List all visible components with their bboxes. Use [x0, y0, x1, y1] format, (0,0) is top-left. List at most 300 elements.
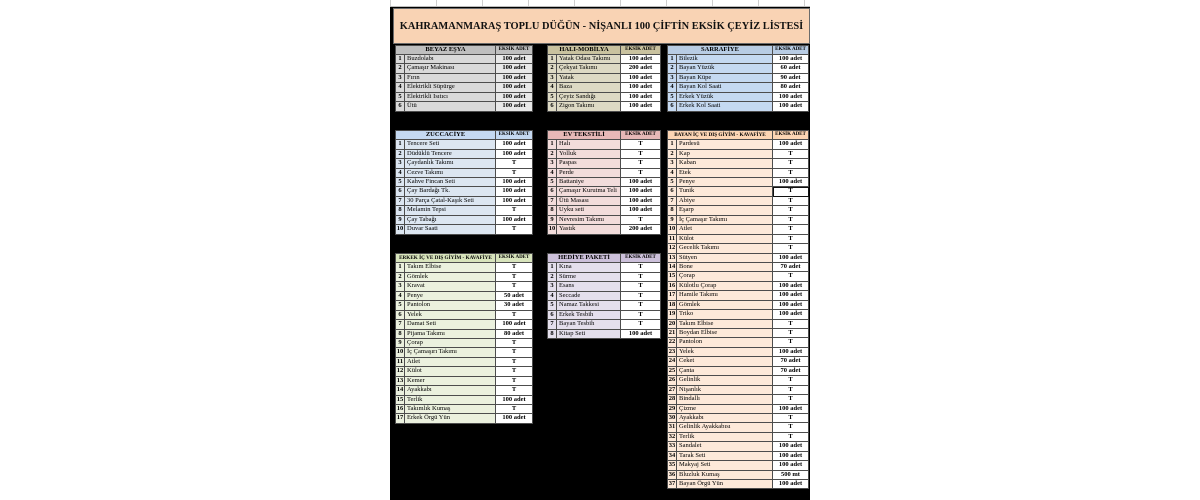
- missing-quantity-header-cell[interactable]: EKSİK ADET: [621, 131, 661, 140]
- missing-quantity-cell[interactable]: 100 adet: [496, 83, 533, 92]
- item-name-cell[interactable]: Fırın: [405, 74, 496, 83]
- item-name-cell[interactable]: Hamile Takımı: [677, 291, 773, 300]
- row-number-cell[interactable]: 2: [548, 273, 557, 282]
- item-name-cell[interactable]: Yatak: [557, 74, 621, 83]
- row-number-cell[interactable]: 9: [668, 216, 677, 225]
- sheet-title-cell[interactable]: [393, 8, 810, 44]
- item-name-cell[interactable]: Bluzluk Kumaş: [677, 471, 773, 480]
- missing-quantity-cell[interactable]: T: [773, 386, 809, 395]
- row-number-cell[interactable]: 6: [668, 102, 677, 111]
- item-name-cell[interactable]: Etek: [677, 169, 773, 178]
- item-name-cell[interactable]: Terlik: [405, 396, 496, 405]
- row-number-cell[interactable]: 25: [668, 367, 677, 376]
- item-name-cell[interactable]: Kahve Fincan Seti: [405, 178, 496, 187]
- item-name-cell[interactable]: Çanta: [677, 367, 773, 376]
- item-name-cell[interactable]: Terlik: [677, 433, 773, 442]
- item-name-cell[interactable]: Esans: [557, 282, 621, 291]
- missing-quantity-cell[interactable]: T: [773, 433, 809, 442]
- missing-quantity-cell[interactable]: T: [496, 405, 533, 414]
- item-name-cell[interactable]: Tarak Seti: [677, 452, 773, 461]
- missing-quantity-cell[interactable]: 100 adet: [621, 330, 661, 339]
- row-number-cell[interactable]: 1: [396, 140, 405, 149]
- missing-quantity-cell[interactable]: T: [773, 216, 809, 225]
- missing-quantity-cell[interactable]: 100 adet: [773, 348, 809, 357]
- item-name-cell[interactable]: Pardesü: [677, 140, 773, 149]
- item-name-cell[interactable]: Yatak Odası Takımı: [557, 55, 621, 64]
- item-name-cell[interactable]: Nişanlık: [677, 386, 773, 395]
- row-number-cell[interactable]: 1: [396, 263, 405, 272]
- missing-quantity-cell[interactable]: T: [496, 348, 533, 357]
- missing-quantity-cell[interactable]: T: [773, 235, 809, 244]
- item-name-cell[interactable]: Elektrikli Süpürge: [405, 83, 496, 92]
- missing-quantity-cell[interactable]: 100 adet: [496, 320, 533, 329]
- missing-quantity-cell[interactable]: 70 adet: [773, 367, 809, 376]
- item-name-cell[interactable]: Kına: [557, 263, 621, 272]
- item-name-cell[interactable]: Takım Elbise: [677, 320, 773, 329]
- item-name-cell[interactable]: Tunik: [677, 187, 773, 196]
- missing-quantity-cell[interactable]: T: [496, 339, 533, 348]
- row-number-cell[interactable]: 24: [668, 357, 677, 366]
- item-name-cell[interactable]: Kap: [677, 150, 773, 159]
- missing-quantity-cell[interactable]: 200 adet: [621, 225, 661, 234]
- missing-quantity-cell[interactable]: T: [773, 187, 809, 196]
- item-name-cell[interactable]: Baza: [557, 83, 621, 92]
- item-name-cell[interactable]: Çamaşır Makinası: [405, 64, 496, 73]
- row-number-cell[interactable]: 30: [668, 414, 677, 423]
- row-number-cell[interactable]: 3: [548, 74, 557, 83]
- missing-quantity-cell[interactable]: 100 adet: [773, 291, 809, 300]
- item-name-cell[interactable]: Çekyat Takımı: [557, 64, 621, 73]
- missing-quantity-header-cell[interactable]: EKSİK ADET: [773, 131, 809, 140]
- missing-quantity-cell[interactable]: 100 adet: [773, 178, 809, 187]
- item-name-cell[interactable]: Ütü: [405, 102, 496, 111]
- item-name-cell[interactable]: Abiye: [677, 197, 773, 206]
- missing-quantity-header-cell[interactable]: EKSİK ADET: [621, 254, 661, 263]
- missing-quantity-cell[interactable]: T: [496, 273, 533, 282]
- missing-quantity-cell[interactable]: T: [496, 311, 533, 320]
- item-name-cell[interactable]: Çorap: [677, 272, 773, 281]
- row-number-cell[interactable]: 27: [668, 386, 677, 395]
- missing-quantity-cell[interactable]: 100 adet: [773, 55, 809, 64]
- item-name-cell[interactable]: Pantolon: [405, 301, 496, 310]
- item-name-cell[interactable]: Külot: [677, 235, 773, 244]
- missing-quantity-cell[interactable]: 100 adet: [773, 405, 809, 414]
- item-name-cell[interactable]: Tencere Seti: [405, 140, 496, 149]
- item-name-cell[interactable]: Atlet: [405, 358, 496, 367]
- missing-quantity-cell[interactable]: T: [621, 301, 661, 310]
- missing-quantity-cell[interactable]: T: [773, 376, 809, 385]
- row-number-cell[interactable]: 31: [668, 423, 677, 432]
- item-name-cell[interactable]: Bayan Kol Saati: [677, 83, 773, 92]
- missing-quantity-header-cell[interactable]: EKSİK ADET: [621, 46, 661, 55]
- row-number-cell[interactable]: 3: [396, 74, 405, 83]
- missing-quantity-header-cell[interactable]: EKSİK ADET: [496, 131, 533, 140]
- row-number-cell[interactable]: 6: [548, 187, 557, 196]
- row-number-cell[interactable]: 10: [668, 225, 677, 234]
- row-number-cell[interactable]: 2: [548, 150, 557, 159]
- missing-quantity-cell[interactable]: T: [621, 140, 661, 149]
- row-number-cell[interactable]: 12: [396, 367, 405, 376]
- item-name-cell[interactable]: Çizme: [677, 405, 773, 414]
- missing-quantity-cell[interactable]: T: [496, 225, 533, 234]
- row-number-cell[interactable]: 6: [548, 311, 557, 320]
- item-name-cell[interactable]: Ayakkabı: [405, 386, 496, 395]
- item-name-cell[interactable]: Kemer: [405, 377, 496, 386]
- row-number-cell[interactable]: 37: [668, 480, 677, 489]
- missing-quantity-cell[interactable]: T: [496, 159, 533, 168]
- row-number-cell[interactable]: 8: [668, 206, 677, 215]
- row-number-cell[interactable]: 22: [668, 338, 677, 347]
- table-title-cell[interactable]: EV TEKSTİLİ: [548, 131, 621, 140]
- row-number-cell[interactable]: 5: [396, 301, 405, 310]
- item-name-cell[interactable]: Pijama Takımı: [405, 330, 496, 339]
- missing-quantity-cell[interactable]: T: [621, 292, 661, 301]
- missing-quantity-header-cell[interactable]: EKSİK ADET: [773, 46, 809, 55]
- missing-quantity-cell[interactable]: T: [621, 150, 661, 159]
- item-name-cell[interactable]: Melamin Tepsi: [405, 206, 496, 215]
- item-name-cell[interactable]: Uyku seti: [557, 206, 621, 215]
- row-number-cell[interactable]: 14: [668, 263, 677, 272]
- item-name-cell[interactable]: Duvar Saati: [405, 225, 496, 234]
- item-name-cell[interactable]: 30 Parça Çatal-Kaşık Seti: [405, 197, 496, 206]
- item-name-cell[interactable]: Sandalet: [677, 442, 773, 451]
- row-number-cell[interactable]: 1: [668, 55, 677, 64]
- item-name-cell[interactable]: Namaz Takkesi: [557, 301, 621, 310]
- missing-quantity-cell[interactable]: 100 adet: [621, 197, 661, 206]
- missing-quantity-header-cell[interactable]: EKSİK ADET: [496, 46, 533, 55]
- item-name-cell[interactable]: Yelek: [405, 311, 496, 320]
- item-name-cell[interactable]: Bayan Yüzük: [677, 64, 773, 73]
- row-number-cell[interactable]: 2: [668, 64, 677, 73]
- row-number-cell[interactable]: 19: [668, 310, 677, 319]
- row-number-cell[interactable]: 3: [668, 159, 677, 168]
- item-name-cell[interactable]: Ceket: [677, 357, 773, 366]
- row-number-cell[interactable]: 28: [668, 395, 677, 404]
- row-number-cell[interactable]: 6: [548, 102, 557, 111]
- item-name-cell[interactable]: Çay Tabağı: [405, 216, 496, 225]
- row-number-cell[interactable]: 4: [668, 83, 677, 92]
- missing-quantity-cell[interactable]: 100 adet: [496, 74, 533, 83]
- missing-quantity-cell[interactable]: 100 adet: [773, 442, 809, 451]
- item-name-cell[interactable]: Seccade: [557, 292, 621, 301]
- missing-quantity-cell[interactable]: 200 adet: [621, 64, 661, 73]
- missing-quantity-cell[interactable]: 100 adet: [773, 282, 809, 291]
- item-name-cell[interactable]: Atlet: [677, 225, 773, 234]
- missing-quantity-cell[interactable]: T: [496, 358, 533, 367]
- missing-quantity-cell[interactable]: T: [621, 159, 661, 168]
- missing-quantity-cell[interactable]: 100 adet: [496, 93, 533, 102]
- row-number-cell[interactable]: 5: [548, 93, 557, 102]
- missing-quantity-cell[interactable]: T: [773, 206, 809, 215]
- row-number-cell[interactable]: 32: [668, 433, 677, 442]
- row-number-cell[interactable]: 10: [548, 225, 557, 234]
- missing-quantity-cell[interactable]: T: [773, 244, 809, 253]
- missing-quantity-cell[interactable]: 100 adet: [773, 480, 809, 489]
- missing-quantity-cell[interactable]: T: [773, 414, 809, 423]
- row-number-cell[interactable]: 4: [548, 169, 557, 178]
- row-number-cell[interactable]: 36: [668, 471, 677, 480]
- item-name-cell[interactable]: Perde: [557, 169, 621, 178]
- missing-quantity-cell[interactable]: T: [621, 311, 661, 320]
- missing-quantity-cell[interactable]: 100 adet: [621, 55, 661, 64]
- missing-quantity-cell[interactable]: T: [773, 197, 809, 206]
- missing-quantity-cell[interactable]: T: [773, 320, 809, 329]
- item-name-cell[interactable]: Takım Elbise: [405, 263, 496, 272]
- missing-quantity-cell[interactable]: 100 adet: [621, 74, 661, 83]
- missing-quantity-cell[interactable]: 70 adet: [773, 263, 809, 272]
- row-number-cell[interactable]: 33: [668, 442, 677, 451]
- row-number-cell[interactable]: 21: [668, 329, 677, 338]
- missing-quantity-cell[interactable]: T: [621, 282, 661, 291]
- row-number-cell[interactable]: 13: [668, 254, 677, 263]
- missing-quantity-cell[interactable]: T: [773, 272, 809, 281]
- row-number-cell[interactable]: 4: [396, 292, 405, 301]
- item-name-cell[interactable]: Damat Seti: [405, 320, 496, 329]
- row-number-cell[interactable]: 5: [396, 93, 405, 102]
- row-number-cell[interactable]: 13: [396, 377, 405, 386]
- item-name-cell[interactable]: Düdüklü Tencere: [405, 150, 496, 159]
- row-number-cell[interactable]: 3: [396, 282, 405, 291]
- missing-quantity-cell[interactable]: 100 adet: [496, 197, 533, 206]
- missing-quantity-cell[interactable]: T: [621, 320, 661, 329]
- table-title-cell[interactable]: SARRAFİYE: [668, 46, 773, 55]
- missing-quantity-cell[interactable]: 100 adet: [773, 93, 809, 102]
- row-number-cell[interactable]: 15: [668, 272, 677, 281]
- missing-quantity-cell[interactable]: 50 adet: [496, 292, 533, 301]
- item-name-cell[interactable]: Elektrikli Isıtıcı: [405, 93, 496, 102]
- row-number-cell[interactable]: 1: [668, 140, 677, 149]
- row-number-cell[interactable]: 8: [548, 206, 557, 215]
- item-name-cell[interactable]: Külot: [405, 367, 496, 376]
- missing-quantity-cell[interactable]: 100 adet: [773, 452, 809, 461]
- item-name-cell[interactable]: Penye: [405, 292, 496, 301]
- row-number-cell[interactable]: 9: [548, 216, 557, 225]
- item-name-cell[interactable]: Gömlek: [405, 273, 496, 282]
- item-name-cell[interactable]: Takımlık Kumaş: [405, 405, 496, 414]
- missing-quantity-cell[interactable]: 100 adet: [773, 102, 809, 111]
- row-number-cell[interactable]: 7: [396, 197, 405, 206]
- item-name-cell[interactable]: Bindallı: [677, 395, 773, 404]
- missing-quantity-cell[interactable]: 500 mt: [773, 471, 809, 480]
- row-number-cell[interactable]: 6: [396, 187, 405, 196]
- item-name-cell[interactable]: Bone: [677, 263, 773, 272]
- missing-quantity-cell[interactable]: 100 adet: [496, 178, 533, 187]
- item-name-cell[interactable]: Kravat: [405, 282, 496, 291]
- row-number-cell[interactable]: 11: [396, 358, 405, 367]
- row-number-cell[interactable]: 23: [668, 348, 677, 357]
- item-name-cell[interactable]: Zigon Takımı: [557, 102, 621, 111]
- row-number-cell[interactable]: 3: [548, 282, 557, 291]
- missing-quantity-cell[interactable]: 80 adet: [496, 330, 533, 339]
- missing-quantity-cell[interactable]: 100 adet: [621, 206, 661, 215]
- missing-quantity-cell[interactable]: T: [496, 263, 533, 272]
- row-number-cell[interactable]: 11: [668, 235, 677, 244]
- missing-quantity-cell[interactable]: T: [773, 395, 809, 404]
- item-name-cell[interactable]: Yolluk: [557, 150, 621, 159]
- row-number-cell[interactable]: 26: [668, 376, 677, 385]
- item-name-cell[interactable]: Gecelik Takımı: [677, 244, 773, 253]
- row-number-cell[interactable]: 1: [548, 55, 557, 64]
- row-number-cell[interactable]: 12: [668, 244, 677, 253]
- item-name-cell[interactable]: Külotlu Çorap: [677, 282, 773, 291]
- row-number-cell[interactable]: 5: [548, 301, 557, 310]
- row-number-cell[interactable]: 15: [396, 396, 405, 405]
- missing-quantity-cell[interactable]: T: [773, 225, 809, 234]
- row-number-cell[interactable]: 17: [396, 414, 405, 423]
- item-name-cell[interactable]: Bayan Örgü Yün: [677, 480, 773, 489]
- table-title-cell[interactable]: HEDİYE PAKETİ: [548, 254, 621, 263]
- missing-quantity-cell[interactable]: 100 adet: [773, 140, 809, 149]
- missing-quantity-cell[interactable]: 100 adet: [621, 83, 661, 92]
- item-name-cell[interactable]: Erkek Örgü Yün: [405, 414, 496, 423]
- missing-quantity-cell[interactable]: T: [496, 206, 533, 215]
- row-number-cell[interactable]: 6: [396, 102, 405, 111]
- item-name-cell[interactable]: Boydan Elbise: [677, 329, 773, 338]
- missing-quantity-cell[interactable]: T: [621, 263, 661, 272]
- row-number-cell[interactable]: 17: [668, 291, 677, 300]
- row-number-cell[interactable]: 4: [548, 292, 557, 301]
- missing-quantity-cell[interactable]: 100 adet: [621, 187, 661, 196]
- row-number-cell[interactable]: 7: [396, 320, 405, 329]
- row-number-cell[interactable]: 18: [668, 301, 677, 310]
- item-name-cell[interactable]: Cezve Takımı: [405, 169, 496, 178]
- row-number-cell[interactable]: 8: [548, 330, 557, 339]
- table-title-cell[interactable]: ERKEK İÇ VE DIŞ GİYİM - KAVAFİYE: [396, 254, 496, 263]
- row-number-cell[interactable]: 4: [548, 83, 557, 92]
- item-name-cell[interactable]: Gelinlik: [677, 376, 773, 385]
- item-name-cell[interactable]: Çamaşır Kurutma Teli: [557, 187, 621, 196]
- missing-quantity-cell[interactable]: T: [773, 423, 809, 432]
- row-number-cell[interactable]: 1: [548, 140, 557, 149]
- missing-quantity-cell[interactable]: 100 adet: [496, 187, 533, 196]
- missing-quantity-cell[interactable]: T: [496, 377, 533, 386]
- row-number-cell[interactable]: 2: [668, 150, 677, 159]
- missing-quantity-cell[interactable]: T: [496, 282, 533, 291]
- row-number-cell[interactable]: 2: [396, 64, 405, 73]
- row-number-cell[interactable]: 3: [668, 74, 677, 83]
- missing-quantity-cell[interactable]: T: [621, 273, 661, 282]
- item-name-cell[interactable]: İç Çamaşır Takımı: [677, 216, 773, 225]
- missing-quantity-cell[interactable]: 100 adet: [773, 310, 809, 319]
- item-name-cell[interactable]: Gömlek: [677, 301, 773, 310]
- missing-quantity-cell[interactable]: T: [496, 367, 533, 376]
- missing-quantity-cell[interactable]: T: [773, 150, 809, 159]
- row-number-cell[interactable]: 29: [668, 405, 677, 414]
- row-number-cell[interactable]: 4: [396, 83, 405, 92]
- row-number-cell[interactable]: 16: [668, 282, 677, 291]
- row-number-cell[interactable]: 7: [548, 320, 557, 329]
- missing-quantity-cell[interactable]: 90 adet: [773, 74, 809, 83]
- missing-quantity-cell[interactable]: 100 adet: [496, 102, 533, 111]
- row-number-cell[interactable]: 2: [548, 64, 557, 73]
- missing-quantity-cell[interactable]: 70 adet: [773, 357, 809, 366]
- missing-quantity-cell[interactable]: 100 adet: [496, 216, 533, 225]
- item-name-cell[interactable]: Makyaj Seti: [677, 461, 773, 470]
- missing-quantity-cell[interactable]: T: [773, 169, 809, 178]
- row-number-cell[interactable]: 5: [396, 178, 405, 187]
- row-number-cell[interactable]: 1: [548, 263, 557, 272]
- row-number-cell[interactable]: 34: [668, 452, 677, 461]
- missing-quantity-cell[interactable]: 100 adet: [621, 93, 661, 102]
- item-name-cell[interactable]: Yelek: [677, 348, 773, 357]
- item-name-cell[interactable]: Gelinlik Ayakkabısı: [677, 423, 773, 432]
- missing-quantity-cell[interactable]: 100 adet: [773, 461, 809, 470]
- missing-quantity-cell[interactable]: T: [773, 329, 809, 338]
- item-name-cell[interactable]: Triko: [677, 310, 773, 319]
- item-name-cell[interactable]: Halı: [557, 140, 621, 149]
- row-number-cell[interactable]: 16: [396, 405, 405, 414]
- missing-quantity-cell[interactable]: 100 adet: [496, 150, 533, 159]
- missing-quantity-cell[interactable]: 100 adet: [496, 140, 533, 149]
- missing-quantity-cell[interactable]: T: [773, 159, 809, 168]
- item-name-cell[interactable]: Ütü Masası: [557, 197, 621, 206]
- row-number-cell[interactable]: 5: [668, 178, 677, 187]
- table-title-cell[interactable]: ZÜCCACİYE: [396, 131, 496, 140]
- missing-quantity-cell[interactable]: T: [621, 216, 661, 225]
- missing-quantity-cell[interactable]: T: [496, 386, 533, 395]
- row-number-cell[interactable]: 10: [396, 225, 405, 234]
- item-name-cell[interactable]: Erkek Tesbih: [557, 311, 621, 320]
- missing-quantity-cell[interactable]: 80 adet: [773, 83, 809, 92]
- item-name-cell[interactable]: Çeyiz Sandığı: [557, 93, 621, 102]
- row-number-cell[interactable]: 5: [548, 178, 557, 187]
- item-name-cell[interactable]: Pantolon: [677, 338, 773, 347]
- item-name-cell[interactable]: Bilezik: [677, 55, 773, 64]
- row-number-cell[interactable]: 35: [668, 461, 677, 470]
- missing-quantity-cell[interactable]: 100 adet: [773, 254, 809, 263]
- missing-quantity-cell[interactable]: T: [621, 169, 661, 178]
- item-name-cell[interactable]: Kaban: [677, 159, 773, 168]
- item-name-cell[interactable]: Çaydanlık Takımı: [405, 159, 496, 168]
- item-name-cell[interactable]: Erkek Yüzük: [677, 93, 773, 102]
- row-number-cell[interactable]: 4: [396, 169, 405, 178]
- row-number-cell[interactable]: 3: [396, 159, 405, 168]
- missing-quantity-cell[interactable]: 100 adet: [496, 396, 533, 405]
- missing-quantity-header-cell[interactable]: EKSİK ADET: [496, 254, 533, 263]
- missing-quantity-cell[interactable]: T: [496, 169, 533, 178]
- missing-quantity-cell[interactable]: 30 adet: [496, 301, 533, 310]
- row-number-cell[interactable]: 3: [548, 159, 557, 168]
- missing-quantity-cell[interactable]: 100 adet: [496, 55, 533, 64]
- row-number-cell[interactable]: 6: [668, 187, 677, 196]
- item-name-cell[interactable]: Sürme: [557, 273, 621, 282]
- row-number-cell[interactable]: 2: [396, 273, 405, 282]
- item-name-cell[interactable]: Erkek Kol Saati: [677, 102, 773, 111]
- missing-quantity-cell[interactable]: 100 adet: [496, 414, 533, 423]
- item-name-cell[interactable]: Penye: [677, 178, 773, 187]
- item-name-cell[interactable]: Bayan Küpe: [677, 74, 773, 83]
- item-name-cell[interactable]: Buzdolabı: [405, 55, 496, 64]
- missing-quantity-cell[interactable]: 100 adet: [496, 64, 533, 73]
- item-name-cell[interactable]: Nevresim Takımı: [557, 216, 621, 225]
- item-name-cell[interactable]: Eşarp: [677, 206, 773, 215]
- table-title-cell[interactable]: BEYAZ EŞYA: [396, 46, 496, 55]
- item-name-cell[interactable]: Kitap Seti: [557, 330, 621, 339]
- row-number-cell[interactable]: 9: [396, 216, 405, 225]
- row-number-cell[interactable]: 8: [396, 330, 405, 339]
- table-title-cell[interactable]: HALI-MOBİLYA: [548, 46, 621, 55]
- row-number-cell[interactable]: 7: [548, 197, 557, 206]
- row-number-cell[interactable]: 1: [396, 55, 405, 64]
- item-name-cell[interactable]: Çay Bardağı Tk.: [405, 187, 496, 196]
- item-name-cell[interactable]: Çorap: [405, 339, 496, 348]
- row-number-cell[interactable]: 6: [396, 311, 405, 320]
- missing-quantity-cell[interactable]: 60 adet: [773, 64, 809, 73]
- item-name-cell[interactable]: Battaniye: [557, 178, 621, 187]
- row-number-cell[interactable]: 10: [396, 348, 405, 357]
- missing-quantity-cell[interactable]: 100 adet: [621, 178, 661, 187]
- row-number-cell[interactable]: 20: [668, 320, 677, 329]
